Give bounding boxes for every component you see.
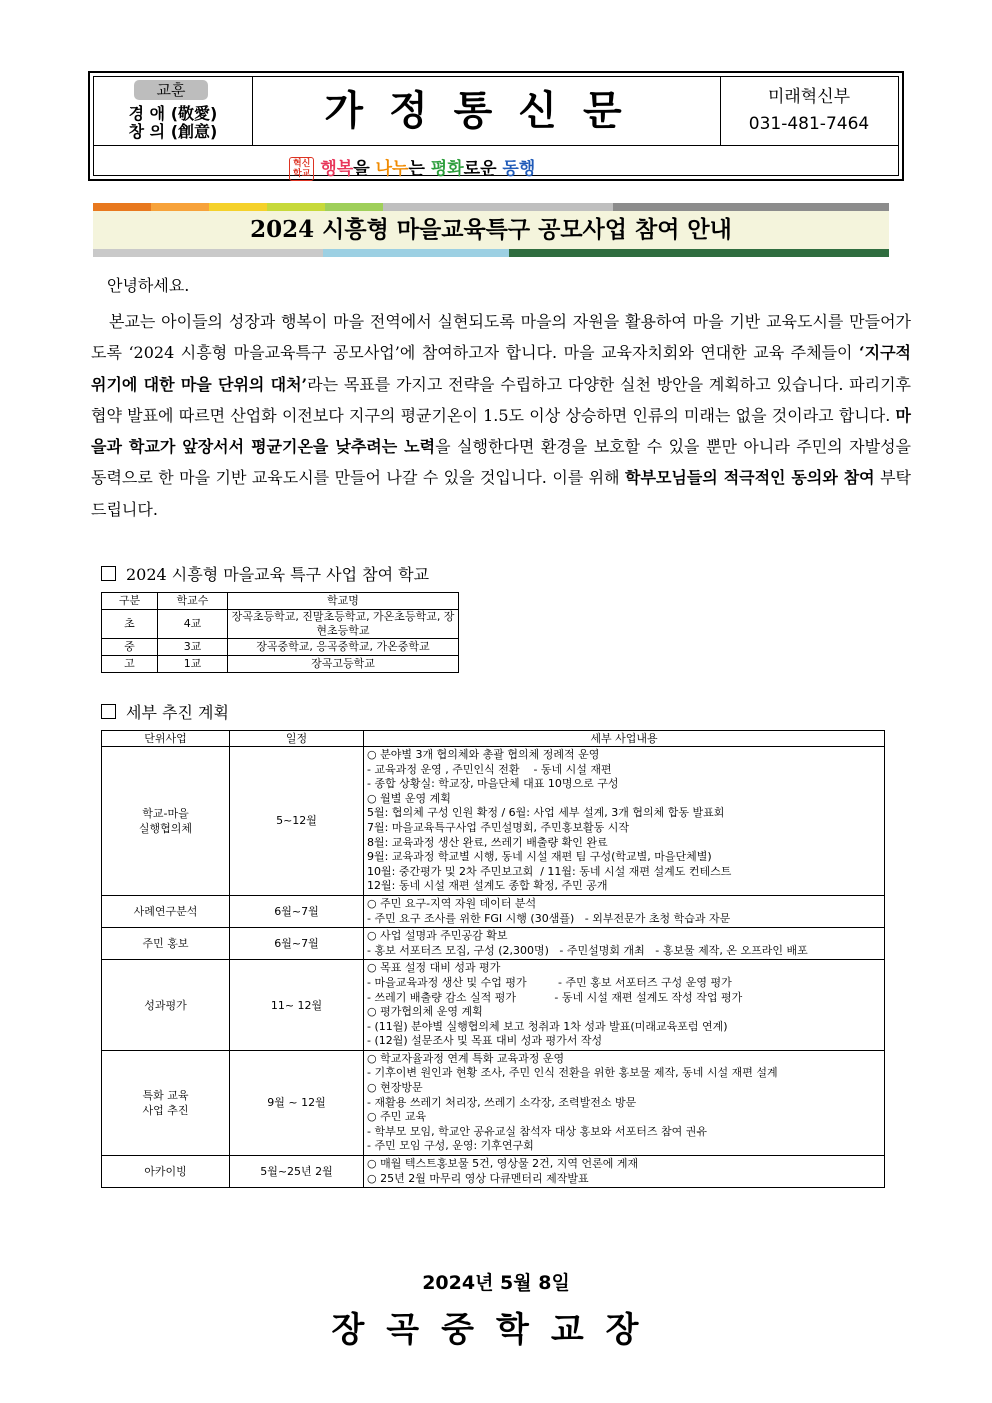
- body-text: 본교는 아이들의 성장과 행복이 마을 전역에서 실현되도록 마을의 자원을 활용하여 마을 기반 교육도시를 만들어가도록 ‘2024 시흥형 마을교육특구 공모사업’에 참여하고자 합니다. 마을 교육자치회와 연대한 교육 주체들이: [91, 312, 911, 363]
- participating-schools-table: [101, 592, 459, 673]
- checkbox-icon: [101, 704, 116, 719]
- table-row: [102, 960, 885, 1051]
- details-cell: [364, 1050, 885, 1155]
- color-bar-segment: [209, 203, 267, 211]
- detail-line: - 쓰레기 배출량 감소 실적 평가 - 동네 시설 재편 설계도 작성 작업 평가: [367, 990, 743, 1004]
- table-cell: 1교: [158, 656, 228, 673]
- slogan-part: 나누: [375, 159, 409, 179]
- page-title: 가정통신문: [252, 77, 721, 145]
- detail-line: 12월: 동네 시설 재편 설계도 종합 확정, 주민 공개: [367, 879, 608, 893]
- detail-line: - 기후이변 원인과 현황 조사, 주민 인식 전환을 위한 홍보물 제작, 동네 시설 재편 설계: [367, 1066, 778, 1080]
- section-detailed-plan: [101, 700, 229, 723]
- table-row: [102, 639, 459, 656]
- title-banner: [93, 211, 889, 249]
- detail-line: - 재활용 쓰레기 처리장, 쓰레기 소각장, 조력발전소 방문: [367, 1095, 637, 1109]
- emphasis-text: 마을과 학교가 앞장서서 평균기온을 낮추려는 노력: [91, 405, 911, 457]
- table-cell: 초: [102, 610, 158, 639]
- unit-project-cell: 성과평가: [102, 960, 230, 1051]
- schedule-cell: 6월~7월: [230, 928, 364, 960]
- motto-line-2: 창 의 (創意): [128, 122, 218, 141]
- issue-date: 2024년 5월 8일: [422, 1272, 570, 1294]
- color-bar-segment: [323, 249, 509, 257]
- table-cell: 장곡초등학교, 진말초등학교, 가온초등학교, 장현초등학교: [228, 610, 459, 639]
- slogan-part: 로운: [463, 159, 503, 179]
- column-header: 일정: [230, 731, 364, 747]
- color-bar-segment: [267, 203, 325, 211]
- schedule-cell: 6월~7월: [230, 895, 364, 927]
- unit-project-cell: 학교-마을 실행협의체: [102, 747, 230, 896]
- table-row: [102, 747, 885, 896]
- detail-line: - 학부모 모임, 학교안 공유교실 참석자 대상 홍보와 서포터즈 참여 권유: [367, 1124, 707, 1138]
- detail-line: ○ 현장방문: [367, 1081, 423, 1095]
- section-title: 2024 시흥형 마을교육 특구 사업 참여 학교: [126, 565, 430, 584]
- detail-line: ○ 주민 교육: [367, 1110, 427, 1124]
- slogan-part: 평화: [430, 159, 464, 179]
- slogan-part: 는: [408, 159, 431, 179]
- unit-project-cell: 아카이빙: [102, 1156, 230, 1188]
- detail-line: 5월: 협의체 구성 인원 확정 / 6월: 사업 세부 설계, 3개 협의체 합동 발표회: [367, 806, 725, 820]
- slogan-row: [94, 145, 898, 179]
- emphasis-text: ‘지구적 위기에 대한 마을 단위의 대처’: [91, 343, 911, 394]
- color-bar-segment: [93, 203, 151, 211]
- detail-line: - (12월) 설문조사 및 목표 대비 성과 평가서 작성: [367, 1034, 603, 1048]
- unit-project-cell: 주민 홍보: [102, 928, 230, 960]
- main-paragraph: [91, 306, 911, 525]
- detail-line: - 주민 요구 조사를 위한 FGI 시행 (30샘플) - 외부전문가 초청 학습과 자문: [367, 911, 731, 925]
- detail-line: ○ 월별 운영 계획: [367, 791, 451, 805]
- department-info: [720, 77, 898, 145]
- details-cell: [364, 1156, 885, 1188]
- table-row: [102, 1050, 885, 1155]
- detail-line: 8월: 교육과정 생산 완료, 쓰레기 배출량 확인 완료: [367, 835, 608, 849]
- detail-line: - (11월) 분야별 실행협의체 보고 청취과 1차 성과 발표(미래교육포럼 연계): [367, 1019, 728, 1033]
- detail-line: - 주민 모임 구성, 운영: 기후연구회: [367, 1139, 534, 1153]
- table-cell: 장곡중학교, 응곡중학교, 가온중학교: [228, 639, 459, 656]
- table-cell: 중: [102, 639, 158, 656]
- detailed-plan-table: [101, 730, 885, 1188]
- slogan-part: 동행: [502, 159, 536, 179]
- detail-line: - 홍보 서포터즈 모집, 구성 (2,300명) - 주민설명회 개최 - 홍보물 제작, 온 오프라인 배포: [367, 943, 808, 957]
- body-text: 라는 목표를 가지고 전략을 수립하고 다양한 실천 방안을 계획하고 있습니다. 파리기후협약 발표에 따르면 산업화 이전보다 지구의 평균기온이 1.5도 이상 상승하면 인류의 미래는 없을 것이라고 합니다.: [91, 374, 912, 425]
- color-bar-segment: [93, 249, 323, 257]
- slogan-part: 을: [353, 159, 376, 179]
- detail-line: ○ 평가협의체 운영 계획: [367, 1005, 483, 1019]
- detail-line: ○ 25년 2월 마무리 영상 다큐멘터리 제작발표: [367, 1171, 589, 1185]
- table-row: [102, 928, 885, 960]
- color-bar-segment: [383, 203, 613, 211]
- table-cell: 3교: [158, 639, 228, 656]
- column-header: 단위사업: [102, 731, 230, 747]
- schedule-cell: 5~12월: [230, 747, 364, 896]
- detail-line: 7월: 마을교육특구사업 주민설명회, 주민홍보활동 시작: [367, 820, 629, 834]
- table-header-row: [102, 731, 885, 747]
- motto-badge: 교훈: [134, 80, 208, 100]
- detail-line: 10월: 중간평가 및 2차 주민보고회 / 11월: 동네 시설 재편 설계도 컨테스트: [367, 864, 732, 878]
- table-cell: 4교: [158, 610, 228, 639]
- schedule-cell: 9월 ~ 12월: [230, 1050, 364, 1155]
- slogan-part: 행복: [320, 159, 354, 179]
- detail-line: ○ 주민 요구-지역 자원 데이터 분석: [367, 896, 537, 910]
- table-row: [102, 1156, 885, 1188]
- column-header: 학교수: [158, 593, 228, 610]
- detail-line: - 종합 상황실: 학교장, 마을단체 대표 10명으로 구성: [367, 777, 619, 791]
- school-motto: [94, 77, 253, 145]
- greeting: 안녕하세요.: [107, 276, 190, 295]
- department-phone: 031-481-7464: [748, 114, 870, 134]
- color-bar-segment: [325, 203, 383, 211]
- emphasis-text: 학부모님들의 적극적인 동의와 참여: [625, 468, 875, 488]
- table-row: [102, 656, 459, 673]
- section-title: 세부 추진 계획: [126, 703, 229, 722]
- table-row: [102, 895, 885, 927]
- newsletter-header: [88, 71, 904, 181]
- body-text: 을 실행한다면 환경을 보호할 수 있을 뿐만 아니라 주민의 자발성을 동력으로 한 마을 기반 교육도시를 만들어 나갈 수 있을 것입니다. 이를 위해: [91, 437, 911, 488]
- color-bar-segment: [509, 249, 699, 257]
- detail-line: ○ 학교자율과정 연계 특화 교육과정 운영: [367, 1051, 565, 1065]
- detail-line: - 교육과정 운영 , 주민인식 전환 - 동네 시설 재편: [367, 762, 612, 776]
- detail-line: ○ 매월 텍스트홍보물 5건, 영상물 2건, 지역 언론에 게재: [367, 1157, 639, 1171]
- principal-signature: 장곡중학교장: [331, 1310, 661, 1350]
- details-cell: [364, 747, 885, 896]
- column-header: 학교명: [228, 593, 459, 610]
- document-title: 2024 시흥형 마을교육특구 공모사업 참여 안내: [250, 216, 732, 243]
- table-cell: 장곡고등학교: [228, 656, 459, 673]
- table-cell: 고: [102, 656, 158, 673]
- details-cell: [364, 960, 885, 1051]
- body-text: 부탁드립니다.: [91, 468, 911, 519]
- table-header-row: [102, 593, 459, 610]
- motto-line-1: 경 애 (敬愛): [128, 104, 218, 123]
- department-name: 미래혁신부: [767, 87, 851, 107]
- banner-top-color-bar: [93, 203, 889, 211]
- detail-line: 9월: 교육과정 학교별 시행, 동네 시설 재편 팀 구성(학교별, 마을단체별): [367, 850, 712, 864]
- section-participating-schools: [101, 562, 429, 585]
- color-bar-segment: [613, 203, 889, 211]
- schedule-cell: 5월~25년 2월: [230, 1156, 364, 1188]
- detail-line: - 마을교육과정 생산 및 수업 평가 - 주민 홍보 서포터즈 구성 운영 평가: [367, 975, 732, 989]
- table-row: [102, 610, 459, 639]
- column-header: 세부 사업내용: [364, 731, 885, 747]
- innovation-school-badge: 혁신 학교: [289, 157, 314, 181]
- color-bar-segment: [699, 249, 889, 257]
- school-slogan: [289, 154, 535, 181]
- color-bar-segment: [151, 203, 209, 211]
- detail-line: ○ 분야별 3개 협의체와 총괄 협의체 정례적 운영: [367, 748, 600, 761]
- unit-project-cell: 특화 교육 사업 추진: [102, 1050, 230, 1155]
- column-header: 구분: [102, 593, 158, 610]
- details-cell: [364, 928, 885, 960]
- detail-line: ○ 사업 설명과 주민공감 확보: [367, 929, 508, 943]
- details-cell: [364, 895, 885, 927]
- detail-line: ○ 목표 설정 대비 성과 평가: [367, 961, 501, 975]
- schedule-cell: 11~ 12월: [230, 960, 364, 1051]
- banner-bottom-color-bar: [93, 249, 889, 257]
- unit-project-cell: 사례연구분석: [102, 895, 230, 927]
- checkbox-icon: [101, 566, 116, 581]
